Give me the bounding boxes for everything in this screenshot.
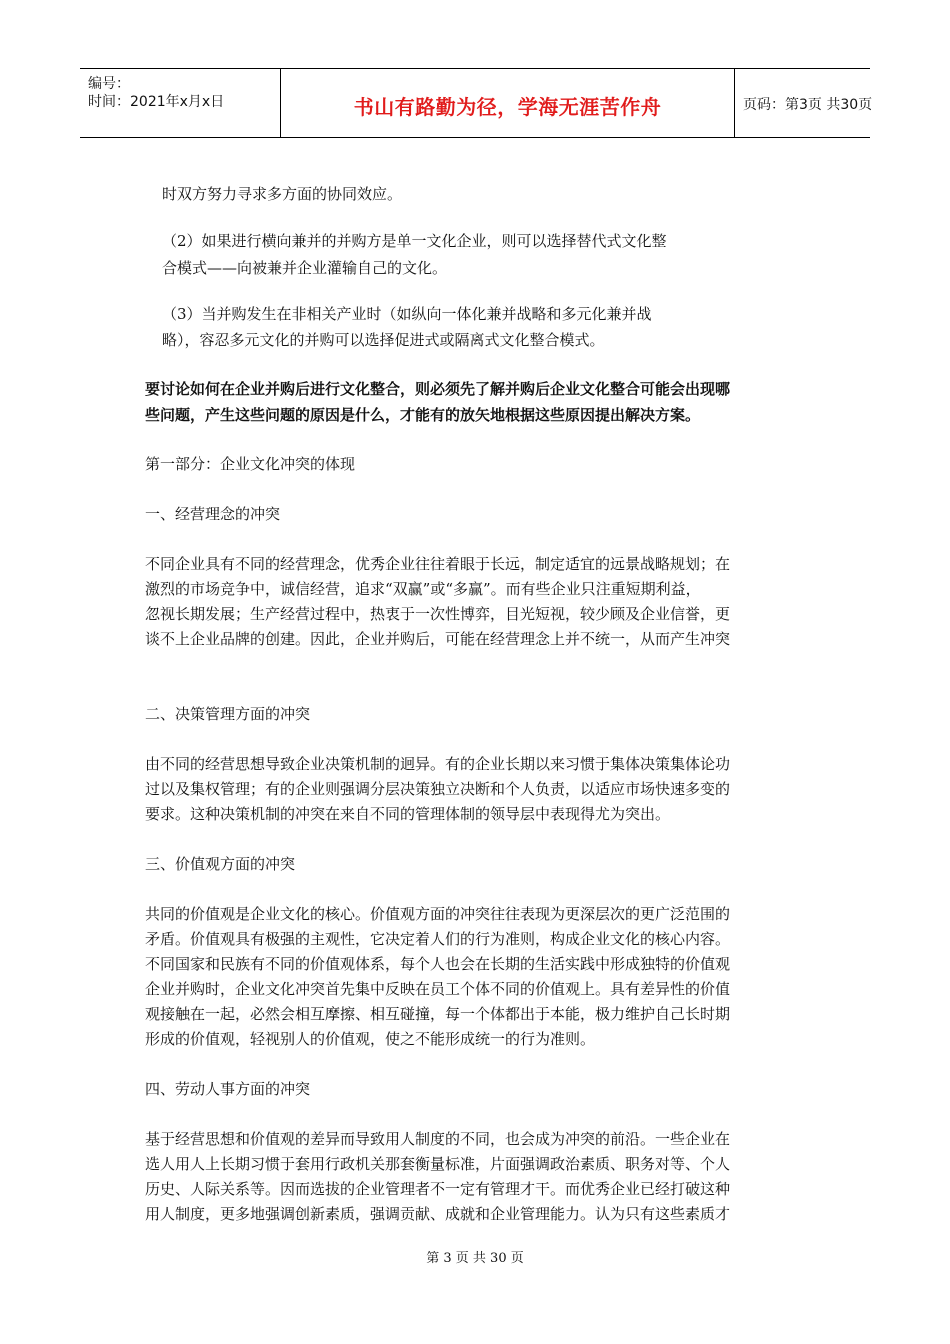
paragraph-4-line: 历史、人际关系等。因而选拔的企业管理者不一定有管理才干。而优秀企业已经打破这种 — [145, 1180, 731, 1198]
list-item-2-line1: （2）如果进行横向兼并的并购方是单一文化企业，则可以选择替代式文化整 — [162, 232, 667, 250]
section-heading-1: 一、经营理念的冲突 — [145, 505, 281, 523]
paragraph-4-line: 基于经营思想和价值观的差异而导致用人制度的不同，也会成为冲突的前沿。一些企业在 — [145, 1130, 731, 1148]
header-right-cell — [733, 69, 873, 137]
document-header — [80, 68, 873, 138]
paragraph-1-line: 谈不上企业品牌的创建。因此，企业并购后，可能在经营理念上并不统一，从而产生冲突 — [145, 630, 731, 648]
list-item-3-line1: （3）当并购发生在非相关产业时（如纵向一体化兼并战略和多元化兼并战 — [162, 305, 652, 323]
list-item-3-line2: 略），容忍多元文化的并购可以选择促进式或隔离式文化整合模式。 — [162, 331, 605, 349]
paragraph-2-line: 过以及集权管理；有的企业则强调分层决策独立决断和个人负责，以适应市场快速多变的 — [145, 780, 731, 798]
header-motto: 书山有路勤为径，学海无涯苦作舟 — [353, 95, 662, 119]
paragraph-4-line: 选人用人上长期习惯于套用行政机关那套衡量标准，片面强调政治素质、职务对等、个人 — [145, 1155, 731, 1173]
header-page-label: 页码：第3页 共30页 — [743, 97, 873, 113]
paragraph-1-line: 激烈的市场竞争中，诚信经营，追求“双赢”或“多赢”。而有些企业只注重短期利益， — [145, 580, 701, 598]
section-heading-4: 四、劳动人事方面的冲突 — [145, 1080, 311, 1098]
paragraph-3-line: 形成的价值观，轻视别人的价值观，使之不能形成统一的行为准则。 — [145, 1030, 596, 1048]
header-left-cell — [80, 69, 280, 137]
paragraph-3-line: 观接触在一起，必然会相互摩擦、相互碰撞，每一个体都出于本能，极力维护自己长时期 — [145, 1005, 731, 1023]
paragraph-4-line: 用人制度，更多地强调创新素质，强调贡献、成就和企业管理能力。认为只有这些素质才 — [145, 1205, 731, 1223]
section-heading-3: 三、价值观方面的冲突 — [145, 855, 296, 873]
section-heading-2: 二、决策管理方面的冲突 — [145, 705, 311, 723]
paragraph-2-line: 由不同的经营思想导致企业决策机制的迥异。有的企业长期以来习惯于集体决策集体论功 — [145, 755, 731, 773]
paragraph-3-line: 矛盾。价值观具有极强的主观性，它决定着人们的行为准则，构成企业文化的核心内容。 — [145, 930, 731, 948]
paragraph-3-line: 不同国家和民族有不同的价值观体系，每个人也会在长期的生活实践中形成独特的价值观 — [145, 955, 731, 973]
bold-intro-line1: 要讨论如何在企业并购后进行文化整合，则必须先了解并购后企业文化整合可能会出现哪 — [145, 380, 731, 398]
paragraph-3-line: 共同的价值观是企业文化的核心。价值观方面的冲突往往表现为更深层次的更广泛范围的 — [145, 905, 731, 923]
list-item-2-line2: 合模式——向被兼并企业灌输自己的文化。 — [162, 259, 448, 277]
page-footer: 第 3 页 共 30 页 — [426, 1251, 524, 1266]
paragraph-1-line: 忽视长期发展；生产经营过程中，热衷于一次性博弈，目光短视，较少顾及企业信誉，更 — [145, 605, 731, 623]
bold-intro-line2: 些问题，产生这些问题的原因是什么，才能有的放矢地根据这些原因提出解决方案。 — [145, 406, 701, 424]
time-label: 时间：2021年x月x日 — [88, 94, 225, 110]
paragraph-1-line: 不同企业具有不同的经营理念，优秀企业往往着眼于长远，制定适宜的远景战略规划；在 — [145, 555, 731, 573]
number-label: 编号： — [88, 76, 130, 92]
part-heading: 第一部分：企业文化冲突的体现 — [145, 455, 356, 473]
paragraph-3-line: 企业并购时，企业文化冲突首先集中反映在员工个体不同的价值观上。具有差异性的价值 — [145, 980, 731, 998]
paragraph-2-line: 要求。这种决策机制的冲突在来自不同的管理体制的领导层中表现得尤为突出。 — [145, 805, 671, 823]
body-line: 时双方努力寻求多方面的协同效应。 — [162, 185, 403, 203]
header-center-cell — [280, 69, 735, 137]
